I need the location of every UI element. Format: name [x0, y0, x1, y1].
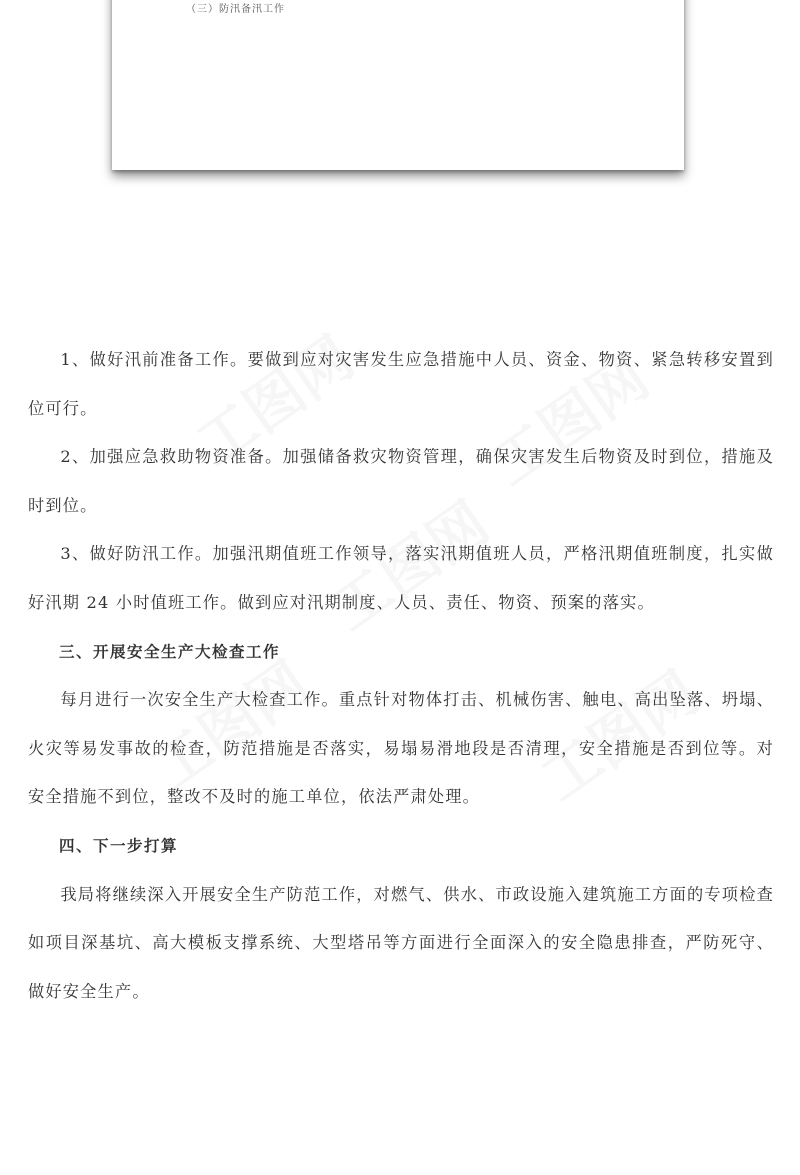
paragraph-flood-prep: 1、做好汛前准备工作。要做到应对灾害发生应急措施中人员、资金、物资、紧急转移安置到位可行。 [28, 350, 774, 418]
paragraph-relief-supplies: 2、加强应急救助物资准备。加强储备救灾物资管理，确保灾害发生后物资及时到位，措施及时到位。 [28, 447, 774, 515]
paragraph-next-steps: 我局将继续深入开展安全生产防范工作，对燃气、供水、市政设施入建筑施工方面的专项检查如项目深基坑、高大模板支撑系统、大型塔吊等方面进行全面深入的安全隐患排查，严防死守、做好安全生产。 [28, 884, 774, 1001]
section-heading-next-steps: 四、下一步打算 [59, 836, 179, 855]
paragraph-flood-duty: 3、做好防汛工作。加强汛期值班工作领导，落实汛期值班人员，严格汛期值班制度，扎实做好汛期 24 小时值班工作。做到应对汛期制度、人员、责任、物资、预案的落实。 [28, 544, 774, 612]
document-preview-card [112, 0, 684, 170]
paragraph-monthly-inspection: 每月进行一次安全生产大检查工作。重点针对物体打击、机械伤害、触电、高出坠落、坍塌、火灾等易发事故的检查，防范措施是否落实，易塌易滑地段是否清理，安全措施是否到位等。对安全措施不到位，整改不及时的施工单位，依法严肃处理。 [28, 690, 774, 807]
preview-heading: （三）防汛备汛工作 [186, 4, 285, 15]
document-body [28, 336, 774, 1016]
section-heading-inspection: 三、开展安全生产大检查工作 [59, 642, 281, 661]
